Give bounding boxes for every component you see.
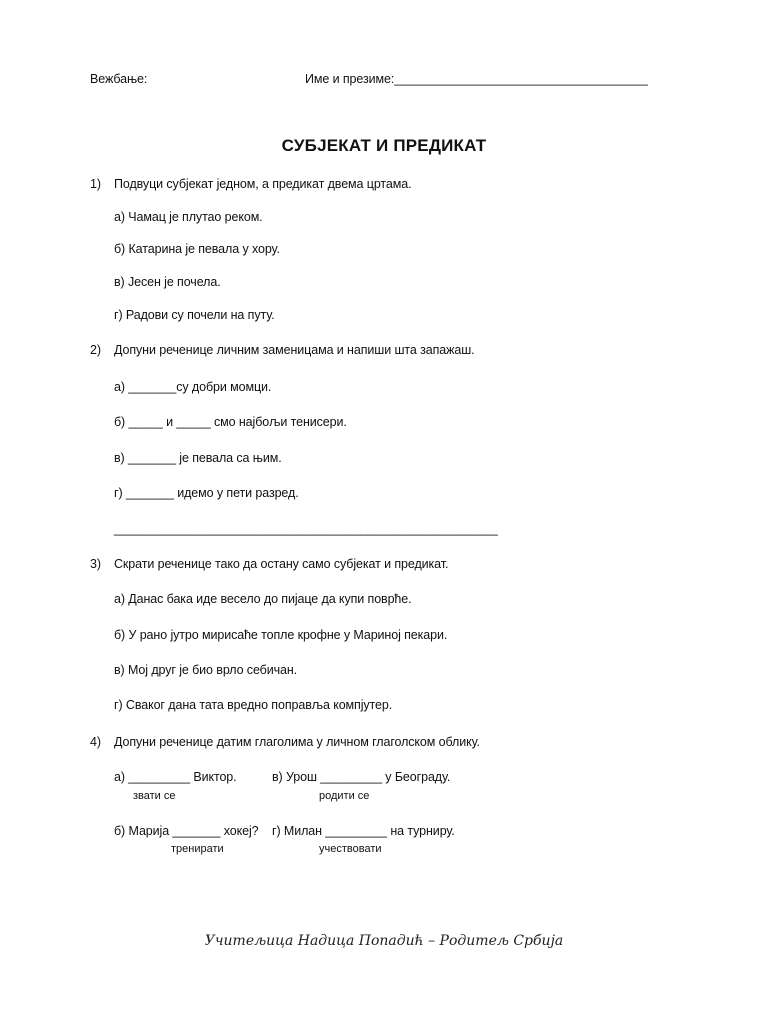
task-4-item-a: а) _________ Виктор. bbox=[114, 770, 237, 784]
task-4-item-b: б) Марија _______ хокеј? bbox=[114, 824, 259, 838]
task-3-instruction: Скрати реченице тако да остану само субјекат и предикат. bbox=[114, 557, 449, 571]
task-4-item-v-hint: родити се bbox=[319, 790, 370, 802]
task-3-item-g: г) Сваког дана тата вредно поправља компјутер. bbox=[114, 698, 393, 712]
name-field-label: Име и презиме:_____________________________________ bbox=[305, 72, 648, 86]
task-4-item-v: в) Урош _________ у Београду. bbox=[272, 770, 451, 784]
task-2-answer-line: ________________________________________________________ bbox=[114, 522, 498, 536]
task-4-number: 4) bbox=[90, 735, 101, 749]
task-4-item-g: г) Милан _________ на турниру. bbox=[272, 824, 455, 838]
task-1-item-b: б) Катарина је певала у хору. bbox=[114, 242, 280, 256]
task-3-item-a: а) Данас бака иде весело до пијаце да купи поврће. bbox=[114, 592, 412, 606]
task-1-instruction: Подвуци субјекат једном, а предикат двема цртама. bbox=[114, 177, 412, 191]
task-3-item-v: в) Мој друг је био врло себичан. bbox=[114, 663, 298, 677]
task-3-number: 3) bbox=[90, 557, 101, 571]
task-2-item-v: в) _______ је певала са њим. bbox=[114, 451, 282, 465]
footer-credit: Учитељица Надица Попадић – Родитељ Србија bbox=[204, 933, 564, 949]
page-title: СУБЈЕКАТ И ПРЕДИКАТ bbox=[281, 136, 487, 155]
task-2-item-g: г) _______ идемо у пети разред. bbox=[114, 486, 299, 500]
task-4-item-a-hint: звати се bbox=[133, 790, 176, 802]
task-2-instruction: Допуни реченице личним заменицама и напиши шта запажаш. bbox=[114, 343, 475, 357]
task-1-number: 1) bbox=[90, 177, 101, 191]
exercise-label: Вежбање: bbox=[90, 72, 148, 86]
task-4-item-b-hint: тренирати bbox=[171, 843, 224, 855]
task-4-item-g-hint: учествовати bbox=[319, 843, 382, 855]
task-1-item-a: а) Чамац је плутао реком. bbox=[114, 210, 263, 224]
task-4-instruction: Допуни реченице датим глаголима у личном глаголском облику. bbox=[114, 735, 480, 749]
task-2-item-b: б) _____ и _____ смо најбољи тенисери. bbox=[114, 415, 347, 429]
task-1-item-v: в) Јесен је почела. bbox=[114, 275, 221, 289]
task-2-item-a: а) _______су добри момци. bbox=[114, 380, 272, 394]
task-2-number: 2) bbox=[90, 343, 101, 357]
task-1-item-g: г) Радови су почели на путу. bbox=[114, 308, 275, 322]
task-3-item-b: б) У рано јутро мирисаће топле крофне у Мариној пекари. bbox=[114, 628, 448, 642]
